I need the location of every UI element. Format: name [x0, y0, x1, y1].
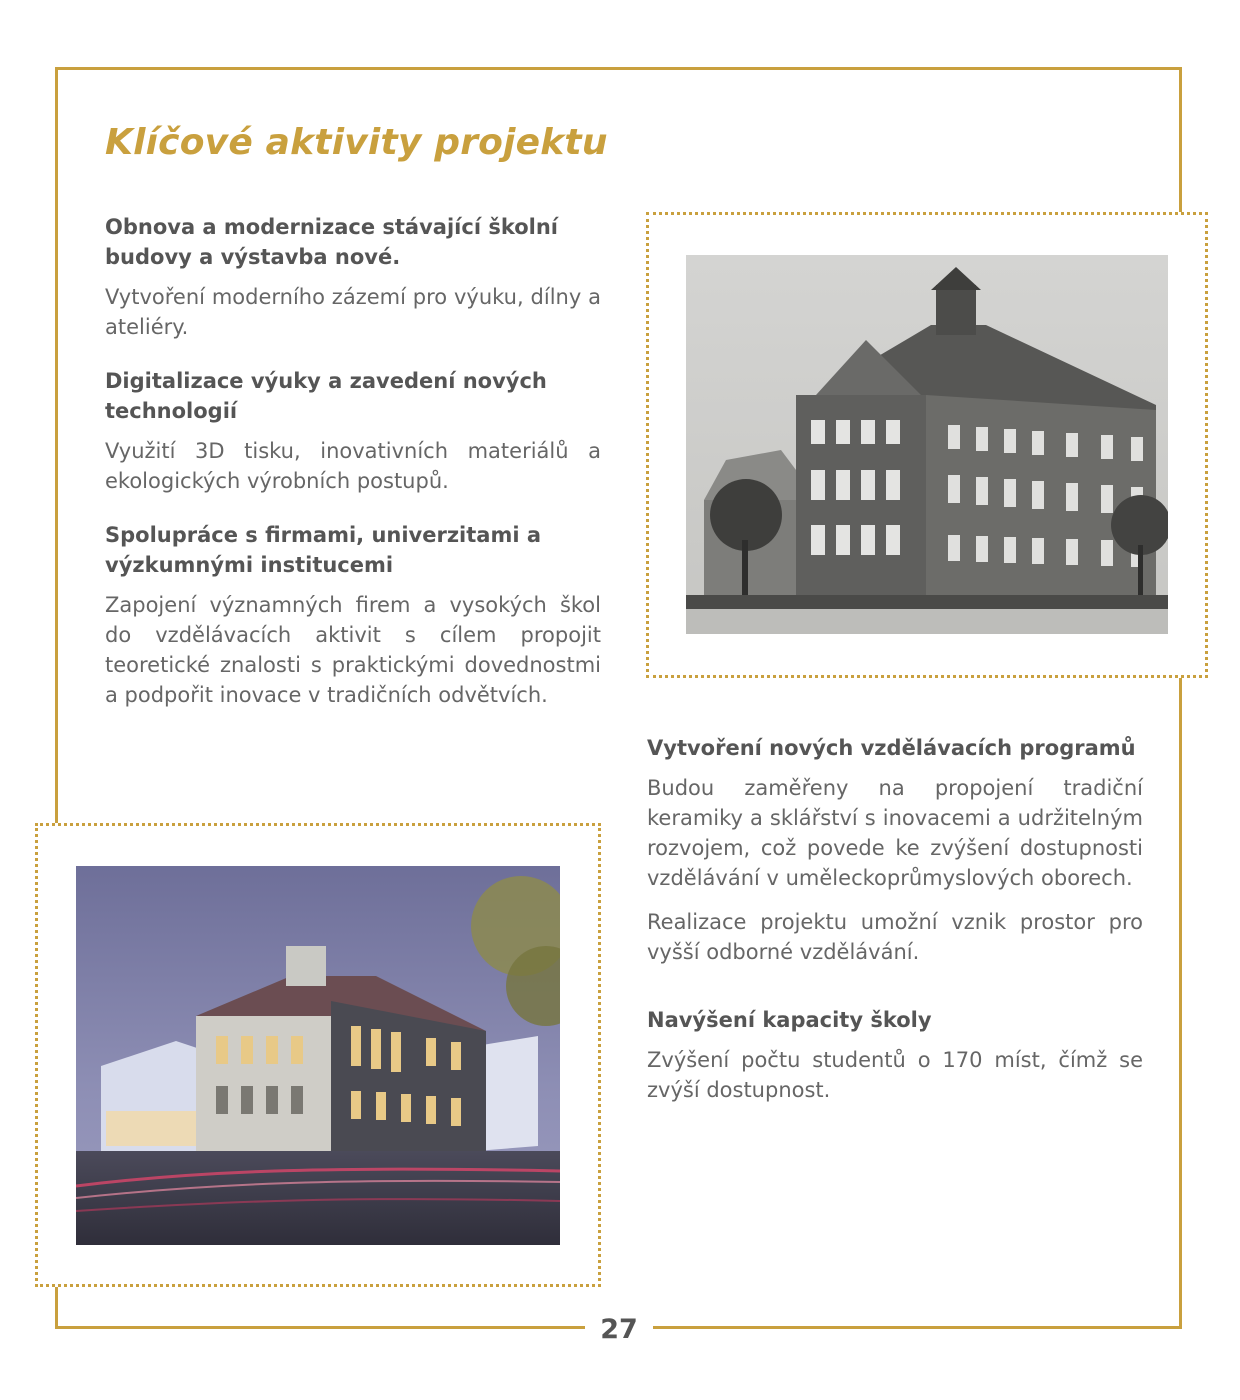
- activity-renovation: [105, 212, 601, 342]
- section-text: Zvýšení počtu studentů o 170 míst, čímž se zvýší dostupnost.: [647, 1048, 1143, 1102]
- page-title: Klíčové aktivity projektu: [105, 122, 608, 163]
- activity-digitalization: [105, 366, 601, 496]
- section-text: Budou zaměřeny na propojení tradiční keramiky a sklářství s inovacemi a udržitelným rozvojem, což povede ke zvýšení dostupnosti vzdělávání v uměleckoprůmyslových oborech.: [647, 776, 1143, 890]
- activity-cooperation: [105, 520, 601, 710]
- left-column: [105, 212, 601, 734]
- section-heading: Vytvoření nových vzdělávacích programů: [647, 736, 1136, 760]
- page-number: 27: [600, 1314, 638, 1345]
- section-heading: Spolupráce s firmami, univerzitami a výzkumnými institucemi: [105, 523, 542, 577]
- section-heading: Obnova a modernizace stávající školní budovy a výstavba nové.: [105, 215, 558, 269]
- section-heading: Digitalizace výuky a zavedení nových technologií: [105, 369, 547, 423]
- section-text: Vytvoření moderního zázemí pro výuku, dílny a ateliéry.: [105, 285, 601, 339]
- section-text: Zapojení významných firem a vysokých škol do vzdělávacích aktivit s cílem propojit teoretické znalosti s praktickými dovednostmi a podpořit inovace v tradičních odvětvích.: [105, 593, 601, 707]
- section-text: Využití 3D tisku, inovativních materiálů a ekologických výrobních postupů.: [105, 439, 601, 493]
- new-building-render-photo: [76, 866, 560, 1245]
- right-column: [647, 733, 1143, 1129]
- section-heading: Navýšení kapacity školy: [647, 1008, 932, 1032]
- section-text-2: Realizace projektu umožní vznik prostor pro vyšší odborné vzdělávání.: [647, 910, 1143, 964]
- activity-capacity: [647, 1005, 1143, 1105]
- historic-school-building-photo: [686, 255, 1168, 634]
- activity-programs: [647, 733, 1143, 967]
